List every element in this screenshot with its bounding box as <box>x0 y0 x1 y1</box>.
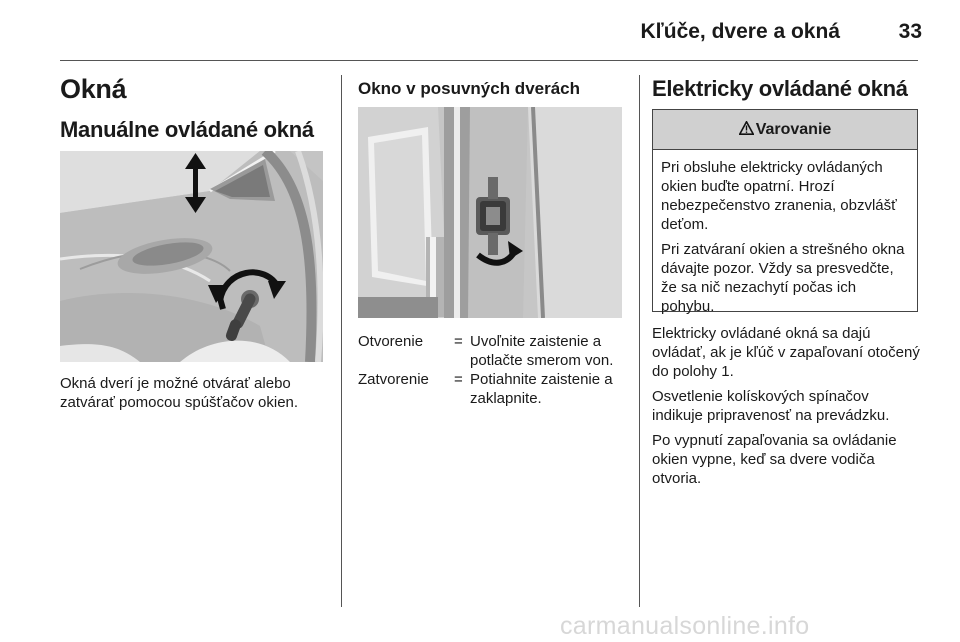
section-heading-sliding-door-window: Okno v posuvných dverách <box>358 79 581 98</box>
warning-header <box>653 110 917 150</box>
section-heading-power-windows: Elektricky ovládané okná <box>652 76 908 101</box>
warning-triangle-icon <box>739 121 754 138</box>
definition-list <box>358 332 615 408</box>
definition-term: Otvorenie <box>358 333 424 350</box>
body-paragraph: Elektricky ovládané okná sa dajú ovládať, ak je kľúč v zapaľovaní otočený do polohy 1. <box>652 325 920 380</box>
warning-paragraph: Pri obsluhe elektricky ovládaných okien buďte opatrní. Hrozí nebezpečenstvo zranenia, obzvlášť deťom. <box>661 159 897 233</box>
warning-text <box>653 150 917 316</box>
chapter-title: Okná <box>60 74 127 104</box>
section-title: Kľúče, dvere a okná <box>640 20 840 43</box>
section-heading-manual-windows: Manuálne ovládané okná <box>60 117 314 142</box>
header-divider <box>60 60 918 61</box>
warning-paragraph: Pri zatváraní okien a strešného okna dávajte pozor. Vždy sa presvedčte, že sa nič nezachytí počas ich pohybu. <box>661 241 905 315</box>
definition-separator: = <box>454 333 463 350</box>
body-paragraph: Po vypnutí zapaľovania sa ovládanie okien vypne, keď sa dvere vodiča otvoria. <box>652 432 897 487</box>
manual-windows-text: Okná dverí je možné otvárať alebo zatvárať pomocou spúšťačov okien. <box>60 375 299 411</box>
watermark: carmanualsonline.info <box>560 612 810 640</box>
column-divider-2 <box>639 75 640 607</box>
definition-row-open <box>358 332 615 370</box>
body-paragraph: Osvetlenie kolískových spínačov indikuje pripravenosť na prevádzku. <box>652 388 890 424</box>
definition-description: Potiahnite zaistenie a zaklapnite. <box>470 371 613 407</box>
warning-label: Varovanie <box>755 120 832 138</box>
definition-description: Uvoľnite zaistenie a potlačte smerom von. <box>470 333 614 369</box>
sliding-door-window-latch-illustration <box>358 107 622 318</box>
page-number: 33 <box>898 20 922 43</box>
warning-box <box>652 109 918 315</box>
definition-term: Zatvorenie <box>358 371 429 388</box>
definition-row-close <box>358 370 615 408</box>
power-windows-text <box>652 324 922 494</box>
column-divider-1 <box>341 75 342 607</box>
page-header <box>0 0 960 62</box>
manual-window-crank-illustration <box>60 151 323 362</box>
definition-separator: = <box>454 371 463 388</box>
